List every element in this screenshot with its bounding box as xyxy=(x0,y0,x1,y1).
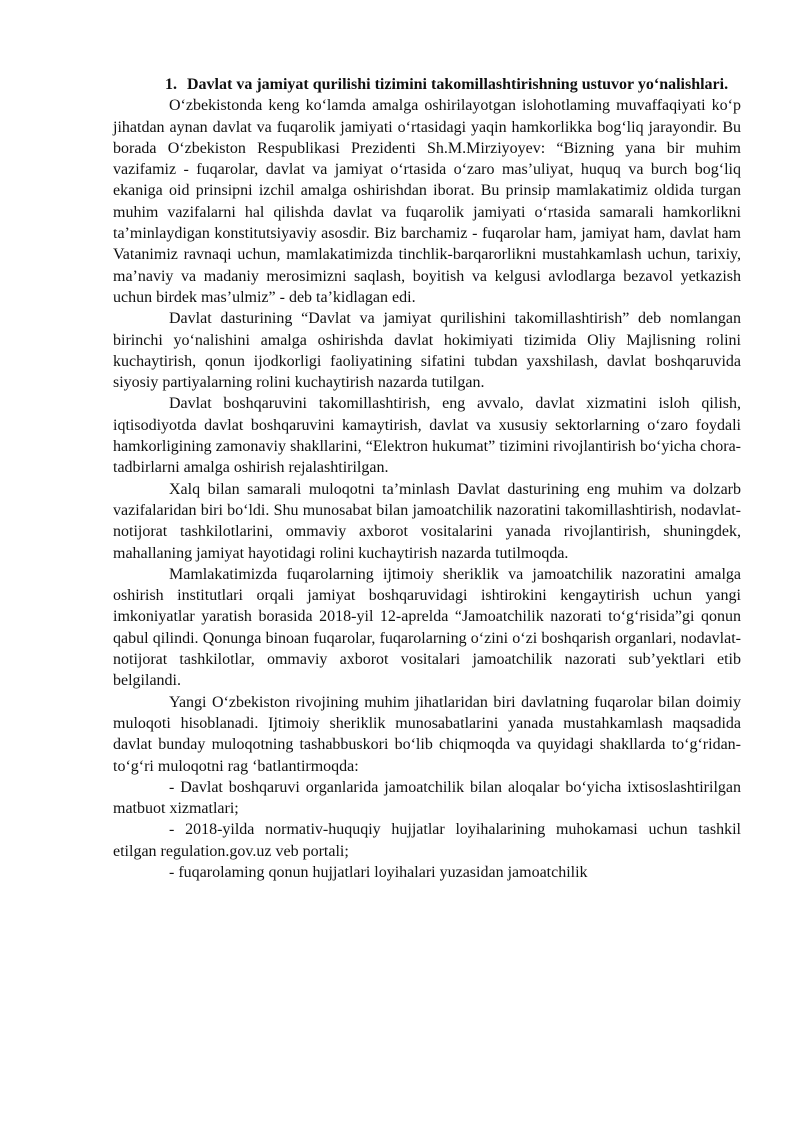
document-page xyxy=(113,74,741,883)
paragraph-4: Xalq bilan samarali muloqotni ta’minlash Davlat dasturining eng muhim va dolzarb vazifalaridan biri bo‘ldi. Shu munosabat bilan jamoatchilik nazoratini takomillashtirish, nodavlat-notijorat tashkilotlarini, ommaviy axborot vositalarini yanada rivojlantirish, shuningdek, mahallaning jamiyat hayotidagi rolini kuchaytirish nazarda tutilmoqda. xyxy=(113,480,741,562)
list-item-3: - fuqarolaming qonun hujjatlari loyihalari yuzasidan jamoatchilik xyxy=(169,863,588,881)
paragraph-2: Davlat dasturining “Davlat va jamiyat qurilishini takomillashtirish” deb nomlangan birinchi yo‘nalishini amalga oshirishda davlat hokimiyati tizimida Oliy Majlisning rolini kuchaytirish, qonun ijodkorligi faoliyatining sifatini tubdan yaxshilash, davlat boshqaruvida siyosiy partiyalarning rolini kuchaytirish nazarda tutilgan. xyxy=(113,310,741,392)
paragraph-6: Yangi O‘zbekiston rivojining muhim jihatlaridan biri davlatning fuqarolar bilan doimiy muloqoti hisoblanadi. Ijtimoiy sheriklik munosabatlarini yanada mustahkamlash maqsadida davlat bunday muloqotning tashabbuskori bo‘lib chiqmoqda va quyidagi shakllarda to‘g‘ridan-to‘g‘ri muloqotni rag ‘batlantirmoqda: xyxy=(113,693,741,775)
paragraph-3: Davlat boshqaruvini takomillashtirish, eng avvalo, davlat xizmatini isloh qilish, iqtisodiyotda davlat boshqaruvini kamaytirish, davlat va xususiy sektorlarning o‘zaro foydali hamkorligining zamonaviy shakllarini, “Elektron hukumat” tizimini rivojlantirish bo‘yicha chora-tadbirlarni amalga oshirish rejalashtirilgan. xyxy=(113,395,741,477)
section-title: Davlat va jamiyat qurilishi tizimini takomillashtirishning ustuvor yo‘nalishlari. xyxy=(187,76,729,93)
paragraph-5: Mamlakatimizda fuqarolarning ijtimoiy sheriklik va jamoatchilik nazoratini amalga oshirish institutlari orqali jamiyat boshqaruvidagi ishtirokini kengaytirish uchun yangi imkoniyatlar yaratish borasida 2018-yil 12-aprelda “Jamoatchilik nazorati to‘g‘risida”gi qonun qabul qilindi. Qonunga binoan fuqarolar, fuqarolarning o‘zini o‘zi boshqarish organlari, nodavlat-notijorat tashkilotlar, ommaviy axborot vositalari jamoatchilik nazorati sub’yektlari etib belgilandi. xyxy=(113,565,741,690)
list-item-2: - 2018-yilda normativ-huquqiy hujjatlar loyihalarining muhokamasi uchun tashkil etilgan regulation.gov.uz veb portali; xyxy=(113,821,741,860)
list-item-1: - Davlat boshqaruvi organlarida jamoatchilik bilan aloqalar bo‘yicha ixtisoslashtirilgan matbuot xizmatlari; xyxy=(113,778,741,818)
paragraph-1: O‘zbekistonda keng ko‘lamda amalga oshirilayotgan islohotlaming muvaffaqiyati ko‘p jihatdan aynan davlat va fuqarolik jamiyati o‘rtasidagi yaqin hamkorlikka bog‘liq jarayondir. Bu borada O‘zbekiston Respublikasi Prezidenti Sh.M.Mirziyoyev: “Bizning yana bir muhim vazifamiz - fuqarolar, davlat va jamiyat o‘rtasida o‘zaro mas’uliyat, huquq va burch bog‘liq ekaniga oid prinsipni izchil amalga oshirishdan iborat. Bu prinsip mamlakatimiz oldida turgan muhim vazifalarni hal qilishda davlat va fuqarolik jamiyati o‘rtasida samarali hamkorlikni ta’minlaydigan konstitutsiyaviy asosdir. Biz barchamiz - fuqarolar ham, jamiyat ham, davlat ham Vatanimiz ravnaqi uchun, mamlakatimizda tinchlik-barqarorlikni mustahkamlash uchun, tarixiy, ma’naviy va madaniy merosimizni saqlash, boyitish va kelgusi avlodlarga bezavol yetkazish uchun birdek mas’ulmiz” - deb ta’kidlagan edi. xyxy=(113,97,741,306)
section-heading xyxy=(113,74,741,95)
section-number: 1. xyxy=(165,76,177,93)
